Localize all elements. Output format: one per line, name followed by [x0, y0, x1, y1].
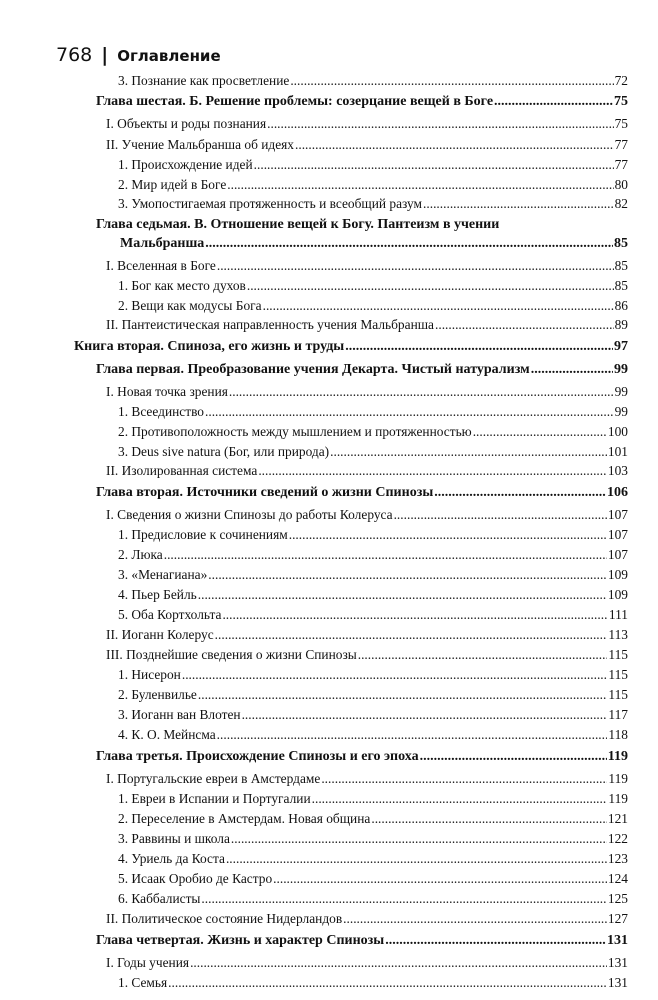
- toc-entry[interactable]: [118, 546, 628, 563]
- toc-entry-page: 109: [607, 567, 628, 582]
- dot-leader: [312, 790, 608, 807]
- toc-entry-page: 119: [607, 749, 628, 764]
- dot-leader: [168, 974, 607, 991]
- toc-entry-title: III. Позднейшие сведения о жизни Спинозы: [106, 647, 357, 662]
- dot-leader: [531, 361, 613, 378]
- toc-entry[interactable]: [106, 910, 628, 927]
- toc-entry-page: 115: [608, 647, 628, 662]
- toc-entry[interactable]: [106, 646, 628, 663]
- toc-entry-title: 2. Вещи как модусы Бога: [118, 298, 262, 313]
- toc-entry[interactable]: [118, 72, 628, 89]
- toc-entry[interactable]: [106, 626, 628, 643]
- toc-entry-title: II. Иоганн Колерус: [106, 627, 214, 642]
- toc-book[interactable]: [74, 338, 628, 355]
- toc-entry-page: 106: [607, 485, 628, 500]
- toc-entry-title: 2. Буленвилье: [118, 687, 197, 702]
- section-title: Оглавление: [117, 47, 221, 65]
- toc-chapter-title-line1[interactable]: Глава седьмая. В. Отношение вещей к Богу. Пантеизм в учении: [96, 217, 500, 232]
- toc-entry-page: 125: [607, 891, 628, 906]
- toc-entry-title: Глава третья. Происхождение Спинозы и его эпоха: [96, 749, 419, 764]
- toc-entry[interactable]: [118, 566, 628, 583]
- toc-entry[interactable]: [106, 316, 628, 333]
- dot-leader: [273, 870, 607, 887]
- toc-entry[interactable]: [118, 666, 628, 683]
- toc-entry-page: 127: [607, 911, 628, 926]
- toc-entry[interactable]: [118, 195, 628, 212]
- toc-chapter[interactable]: [96, 361, 628, 378]
- toc-entry[interactable]: [106, 506, 628, 523]
- toc-entry-title: 2. Переселение в Амстердам. Новая община: [118, 811, 371, 826]
- toc-entry-page: 99: [614, 404, 628, 419]
- toc-entry-title: 1. Всеединство: [118, 404, 205, 419]
- dot-leader: [371, 810, 607, 827]
- toc-entry-page: 115: [608, 687, 628, 702]
- dot-leader: [494, 93, 613, 110]
- toc-entry-page: 75: [614, 94, 628, 109]
- toc-entry[interactable]: [118, 830, 628, 847]
- dot-leader: [198, 686, 608, 703]
- toc-chapter[interactable]: [120, 235, 628, 252]
- toc-entry-page: 111: [608, 607, 628, 622]
- dot-leader: [434, 484, 606, 501]
- dot-leader: [205, 403, 614, 420]
- dot-leader: [358, 646, 608, 663]
- dot-leader: [208, 566, 607, 583]
- toc-entry[interactable]: [118, 403, 628, 420]
- toc-entry[interactable]: [118, 586, 628, 603]
- toc-entry-title: 1. Происхождение идей: [118, 157, 253, 172]
- dot-leader: [182, 666, 608, 683]
- toc-entry-page: 85: [614, 258, 628, 273]
- toc-entry-title: 3. Deus sive natura (Бог, или природа): [118, 444, 330, 459]
- dot-leader: [394, 506, 607, 523]
- toc-entry-page: 109: [607, 587, 628, 602]
- toc-chapter[interactable]: [96, 484, 628, 501]
- toc-entry-page: 131: [607, 955, 628, 970]
- toc-entry-title: II. Пантеистическая направленность учения Мальбранша: [106, 317, 434, 332]
- toc-entry-page: 101: [607, 444, 628, 459]
- dot-leader: [473, 423, 607, 440]
- toc-entry[interactable]: [118, 974, 628, 991]
- dot-leader: [258, 462, 607, 479]
- toc-entry-title: 3. Умопостигаемая протяженность и всеобщий разум: [118, 196, 423, 211]
- toc-entry-title: I. Португальские евреи в Амстердаме: [106, 771, 321, 786]
- toc-entry-title: I. Годы учения: [106, 955, 190, 970]
- toc-entry[interactable]: [118, 686, 628, 703]
- toc-entry[interactable]: [118, 297, 628, 314]
- toc-entry-title: Глава первая. Преобразование учения Декарта. Чистый натурализм: [96, 362, 530, 377]
- toc-entry-title: Глава четвертая. Жизнь и характер Спинозы: [96, 933, 385, 948]
- toc-entry-title: Мальбранша: [120, 236, 205, 251]
- toc-chapter[interactable]: [96, 932, 628, 949]
- toc-entry-page: 118: [608, 727, 628, 742]
- toc-entry-title: 1. Бог как место духов: [118, 278, 246, 293]
- toc-entry-page: 131: [607, 933, 628, 948]
- toc-entry[interactable]: [106, 257, 628, 274]
- toc-entry[interactable]: [118, 810, 628, 827]
- toc-entry-page: 100: [607, 424, 628, 439]
- toc-entry-title: 3. «Менагиана»: [118, 567, 208, 582]
- toc-entry[interactable]: [118, 176, 628, 193]
- toc-entry-page: 99: [614, 384, 628, 399]
- dot-leader: [217, 726, 608, 743]
- toc-entry-page: 99: [614, 362, 628, 377]
- toc-entry[interactable]: [118, 850, 628, 867]
- toc-entry-title: Глава вторая. Источники сведений о жизни Спинозы: [96, 485, 434, 500]
- dot-leader: [263, 297, 614, 314]
- dot-leader: [226, 850, 607, 867]
- toc-entry-page: 131: [607, 975, 628, 990]
- toc-entry-page: 107: [607, 527, 628, 542]
- dot-leader: [231, 830, 607, 847]
- toc-entry[interactable]: [118, 706, 628, 723]
- toc-entry-title: 2. Люка: [118, 547, 163, 562]
- toc-entry-title: I. Объекты и роды познания: [106, 116, 267, 131]
- header-separator: |: [101, 44, 109, 66]
- toc-entry[interactable]: [118, 526, 628, 543]
- toc-entry-title: 5. Оба Кортхольта: [118, 607, 222, 622]
- dot-leader: [343, 910, 607, 927]
- dot-leader: [295, 136, 614, 153]
- toc-entry-title: 6. Каббалисты: [118, 891, 201, 906]
- toc-entry-page: 124: [607, 871, 628, 886]
- toc-entry-page: 113: [608, 627, 628, 642]
- toc-chapter[interactable]: [96, 748, 628, 765]
- page-number: 768: [56, 44, 93, 66]
- page-header: [56, 44, 221, 66]
- toc-entry-title: II. Политическое состояние Нидерландов: [106, 911, 343, 926]
- dot-leader: [420, 748, 607, 765]
- dot-leader: [215, 626, 608, 643]
- toc-entry-title: 4. К. О. Мейнсма: [118, 727, 216, 742]
- dot-leader: [321, 770, 607, 787]
- dot-leader: [435, 316, 614, 333]
- toc-entry-page: 115: [608, 667, 628, 682]
- toc-entry-title: 4. Пьер Бейль: [118, 587, 197, 602]
- toc-entry-page: 119: [608, 791, 628, 806]
- toc-entry[interactable]: [106, 383, 628, 400]
- toc-entry[interactable]: [106, 954, 628, 971]
- toc-entry-page: 97: [614, 339, 628, 354]
- toc-entry-title: 3. Иоганн ван Влотен: [118, 707, 241, 722]
- toc-entry-page: 107: [607, 507, 628, 522]
- dot-leader: [330, 443, 607, 460]
- dot-leader: [198, 586, 607, 603]
- dot-leader: [385, 932, 606, 949]
- toc-entry[interactable]: [118, 726, 628, 743]
- toc-entry-page: 122: [607, 831, 628, 846]
- toc-entry[interactable]: [118, 423, 628, 440]
- toc-entry-title: I. Новая точка зрения: [106, 384, 228, 399]
- toc-entry-title: 3. Раввины и школа: [118, 831, 230, 846]
- toc-entry-title: Книга вторая. Спиноза, его жизнь и труды: [74, 339, 345, 354]
- toc-entry-title: II. Изолированная система: [106, 463, 258, 478]
- toc-entry-page: 85: [614, 236, 628, 251]
- toc-entry-page: 117: [608, 707, 628, 722]
- dot-leader: [227, 176, 613, 193]
- toc-entry-page: 121: [607, 811, 628, 826]
- toc-entry-title: 1. Евреи в Испании и Португалии: [118, 791, 311, 806]
- toc-entry-page: 80: [614, 177, 628, 192]
- dot-leader: [164, 546, 607, 563]
- toc-entry-page: 72: [614, 73, 628, 88]
- toc-entry[interactable]: [118, 277, 628, 294]
- toc-entry-title: Глава шестая. Б. Решение проблемы: созерцание вещей в Боге: [96, 94, 494, 109]
- dot-leader: [254, 156, 614, 173]
- dot-leader: [242, 706, 608, 723]
- dot-leader: [190, 954, 607, 971]
- dot-leader: [229, 383, 614, 400]
- dot-leader: [423, 195, 614, 212]
- toc-entry-page: 82: [614, 196, 628, 211]
- toc-entry-title: 3. Познание как просветление: [118, 73, 290, 88]
- toc-entry-page: 77: [614, 137, 628, 152]
- toc-chapter[interactable]: [96, 93, 628, 110]
- dot-leader: [217, 257, 614, 274]
- dot-leader: [267, 115, 613, 132]
- toc-entry[interactable]: [118, 870, 628, 887]
- toc-entry-page: 123: [607, 851, 628, 866]
- toc-entry[interactable]: [118, 890, 628, 907]
- toc-entry-title: II. Учение Мальбранша об идеях: [106, 137, 295, 152]
- dot-leader: [201, 890, 606, 907]
- toc-entry-title: 2. Мир идей в Боге: [118, 177, 227, 192]
- toc-entry[interactable]: [118, 156, 628, 173]
- toc-entry-title: I. Сведения о жизни Спинозы до работы Колеруса: [106, 507, 393, 522]
- toc-entry[interactable]: [118, 443, 628, 460]
- toc-entry[interactable]: [106, 462, 628, 479]
- toc-entry-title: I. Вселенная в Боге: [106, 258, 216, 273]
- toc-entry-page: 103: [607, 463, 628, 478]
- toc-entry-title: 1. Нисерон: [118, 667, 181, 682]
- toc-entry-page: 119: [608, 771, 628, 786]
- dot-leader: [222, 606, 607, 623]
- dot-leader: [247, 277, 614, 294]
- dot-leader: [289, 526, 607, 543]
- dot-leader: [205, 235, 613, 252]
- toc-entry-page: 77: [614, 157, 628, 172]
- toc-entry-page: 86: [614, 298, 628, 313]
- toc-entry-title: 1. Предисловие к сочинениям: [118, 527, 288, 542]
- dot-leader: [290, 72, 613, 89]
- toc-entry[interactable]: [118, 790, 628, 807]
- toc-entry[interactable]: [106, 770, 628, 787]
- toc-entry-title: 4. Уриель да Коста: [118, 851, 225, 866]
- dot-leader: [345, 338, 613, 355]
- toc-entry-page: 75: [614, 116, 628, 131]
- toc-entry[interactable]: [118, 606, 628, 623]
- toc-entry-title: 1. Семья: [118, 975, 168, 990]
- toc-entry-page: 107: [607, 547, 628, 562]
- toc-entry[interactable]: [106, 115, 628, 132]
- toc-entry-title: 2. Противоположность между мышлением и протяженностью: [118, 424, 472, 439]
- toc-entry-title: 5. Исаак Оробио де Кастро: [118, 871, 273, 886]
- toc-entry-page: 89: [614, 317, 628, 332]
- toc-entry-page: 85: [614, 278, 628, 293]
- toc-entry[interactable]: [106, 136, 628, 153]
